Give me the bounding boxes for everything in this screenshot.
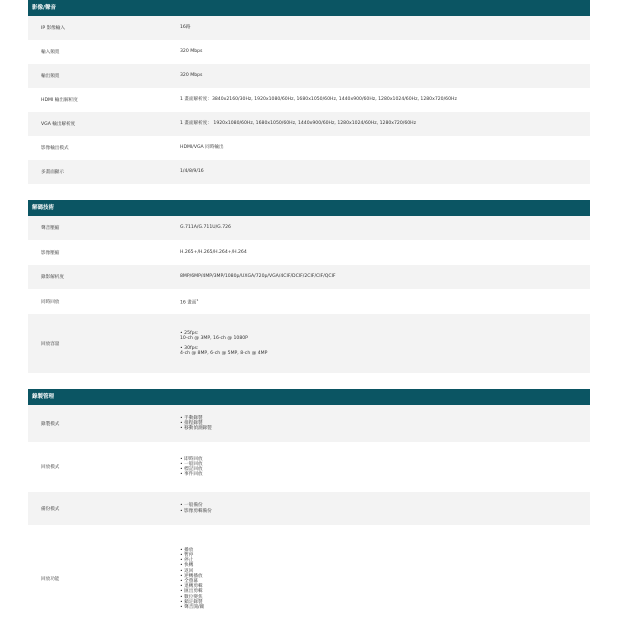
spec-row xyxy=(28,240,590,265)
spec-value xyxy=(176,40,590,64)
spec-row xyxy=(28,289,590,314)
spec-value xyxy=(176,405,590,442)
footnote-marker: 1 xyxy=(196,297,199,302)
spec-label: 回放功能 xyxy=(41,577,60,582)
spec-value-line: 1 畫面解析度： 1920x1080/60Hz, 1680x1050/60Hz, 1440x900/60Hz, 1280x1024/60Hz, 1280x720/60Hz xyxy=(180,121,417,127)
spec-value xyxy=(176,492,590,525)
spec-row xyxy=(28,405,590,442)
spec-value xyxy=(176,64,590,88)
section-header: 錄製管理 xyxy=(28,389,590,405)
spec-label: 錄製模式 xyxy=(41,421,60,427)
spec-value-line: • 退轉剪輯 xyxy=(180,584,203,590)
spec-value xyxy=(176,216,590,240)
spec-label: VGA 輸出解析度 xyxy=(41,122,76,127)
spec-value-line: • 數位變焦 xyxy=(180,594,203,600)
spec-value-line: • 鎖定錄製 xyxy=(180,599,203,605)
spec-label: 聲音壓縮 xyxy=(41,226,60,231)
spec-value-line: 8MP/6MP/4MP/3MP/1080p/UXGA/720p/VGA/4CIF/DCIF/2CIF/CIF/QCIF xyxy=(180,274,336,280)
spec-label: 影像壓縮 xyxy=(41,250,60,256)
spec-value-line: • 移動偵測錄製 xyxy=(180,426,212,432)
spec-row xyxy=(28,160,590,184)
spec-label: 輸入頻寬 xyxy=(41,50,60,55)
spec-value-line: • 全螢幕 xyxy=(180,579,198,584)
spec-value-line: 16 畫面$^1$ xyxy=(180,297,199,306)
spec-value-line: • 停止 xyxy=(180,558,194,564)
spec-label: 同時回放 xyxy=(41,299,60,305)
spec-label: HDMI 輸出解析度 xyxy=(41,98,78,103)
spec-value xyxy=(176,240,590,265)
spec-value xyxy=(176,265,590,289)
spec-value xyxy=(176,112,590,136)
spec-row xyxy=(28,40,590,64)
spec-value xyxy=(176,88,590,112)
spec-value-line: • 影像剪輯備份 xyxy=(180,508,212,514)
spec-table xyxy=(28,0,590,633)
section-gap xyxy=(28,184,590,200)
spec-value-line: 1 畫面解析度：3840x2160/30Hz, 1920x1080/60Hz, 1680x1050/60Hz, 1440x900/60Hz, 1280x1024/60Hz, 1280x720/60Hz xyxy=(180,97,457,103)
spec-value-line: • 返回 xyxy=(180,568,194,574)
spec-value-line: • 逆轉播放 xyxy=(180,573,203,579)
section-header: 解碼技術 xyxy=(28,200,590,216)
spec-value-line: • 播放 xyxy=(180,547,194,553)
spec-label: 影像輸出模式 xyxy=(41,146,69,151)
spec-label: 回放模式 xyxy=(41,465,60,470)
spec-value-line: • 排程錄製 xyxy=(180,420,203,426)
section-header: 影像/聲音 xyxy=(28,0,590,16)
spec-row xyxy=(28,442,590,492)
spec-value-line: H.265+/H.265/H.264+/H.264 xyxy=(180,249,247,255)
spec-row xyxy=(28,265,590,289)
spec-value-line: 10-ch @ 3MP, 16-ch @ 1080P xyxy=(180,335,248,341)
spec-label: IP 影像輸入 xyxy=(41,26,65,31)
spec-value-line: • 標記回放 xyxy=(180,467,203,472)
spec-label: 多畫面顯示 xyxy=(41,170,64,175)
spec-value-line: 1/4/8/9/16 xyxy=(180,169,204,175)
spec-row xyxy=(28,64,590,88)
spec-value-line: • 即時回放 xyxy=(180,456,203,462)
spec-value-line: HDMI/VGA 同時輸出 xyxy=(180,145,224,151)
spec-value-line: G.711A/G.711U/G.726 xyxy=(180,225,231,231)
spec-value-line: 4-ch @ 8MP, 6-ch @ 5MP, 8-ch @ 4MP xyxy=(180,351,268,357)
spec-value xyxy=(176,16,590,40)
spec-value-line: • 手動錄製 xyxy=(180,415,203,421)
spec-value xyxy=(176,289,590,314)
spec-value-line: 320 Mbps xyxy=(180,73,203,79)
spec-value-line: • 聲音開/關 xyxy=(180,605,205,611)
section-gap xyxy=(28,373,590,389)
spec-value-line: • 一般備份 xyxy=(180,503,203,509)
spec-row xyxy=(28,216,590,240)
spec-value-line: • 30fps: xyxy=(180,346,199,351)
spec-value xyxy=(176,314,590,373)
spec-value-line: • 匯出剪輯 xyxy=(180,589,203,595)
spec-value xyxy=(176,160,590,184)
spec-value-line: 16路 xyxy=(180,25,191,31)
spec-row xyxy=(28,492,590,525)
spec-label: 錄影解析度 xyxy=(41,275,64,280)
spec-label: 回放容量 xyxy=(41,341,60,347)
spec-value-line: 320 Mbps xyxy=(180,49,203,55)
spec-value xyxy=(176,525,590,633)
spec-label: 輸出頻寬 xyxy=(41,74,60,79)
spec-value-line: • 暫停 xyxy=(180,552,194,558)
spec-value xyxy=(176,136,590,160)
spec-row xyxy=(28,88,590,112)
spec-row xyxy=(28,136,590,160)
spec-row xyxy=(28,16,590,40)
spec-value-line: • 快轉 xyxy=(180,563,194,569)
spec-value-line: • 一般回放 xyxy=(180,461,203,467)
spec-value-line: • 25fps: xyxy=(180,330,199,336)
spec-row xyxy=(28,112,590,136)
spec-value-line: • 事件回放 xyxy=(180,472,203,478)
spec-row xyxy=(28,525,590,633)
spec-value xyxy=(176,442,590,492)
spec-label: 備份模式 xyxy=(41,506,60,512)
spec-row xyxy=(28,314,590,373)
